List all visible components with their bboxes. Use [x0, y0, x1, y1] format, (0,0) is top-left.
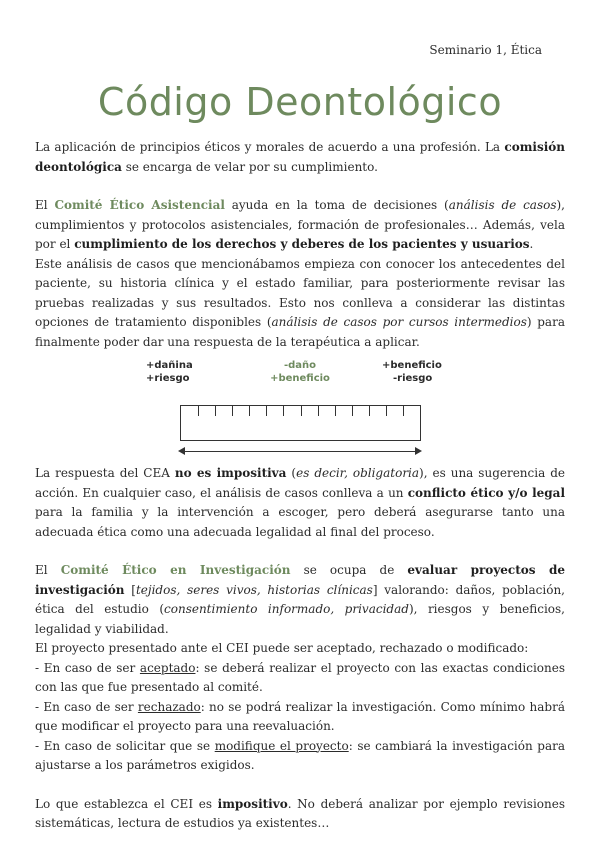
- response-italic: es decir, obligatoria: [296, 466, 420, 480]
- scale-mid-label-1: -daño: [283, 360, 317, 371]
- intro-paragraph: [35, 138, 565, 177]
- cea-bold: cumplimiento de los derechos y deberes de los pacientes y usuarios: [74, 237, 530, 251]
- scale-tick: [352, 406, 353, 416]
- seminar-label: Seminario 1, Ética: [429, 43, 542, 57]
- intro-text: La aplicación de principios éticos y morales de acuerdo a una profesión. La: [35, 140, 505, 154]
- list-item-text: : se cambiará la investigación para ajustarse a los parámetros exigidos.: [35, 738, 566, 772]
- list-item-underlined: aceptado: [139, 660, 196, 675]
- scale-tick: [335, 406, 336, 416]
- list-item-text: : no se podrá realizar la investigación. Como mínimo habrá que modificar el proyecto para una reevaluación.: [35, 699, 565, 733]
- cei-text-3: [: [124, 582, 136, 597]
- cea-text-3: ), cumplimientos y protocolos asistenciales, formación de profesionales… Además, vela por el: [35, 198, 565, 251]
- cea-text: El: [35, 198, 55, 212]
- scale-tick: [232, 406, 233, 416]
- scale-left-label-2: +riesgo: [146, 373, 190, 384]
- list-item-prefix: - En caso de ser: [35, 660, 140, 675]
- analysis-italic: análisis de casos por cursos intermedios: [271, 315, 527, 329]
- cei-text-5: ), riesgos y beneficios, legalidad y viabilidad.: [35, 602, 565, 636]
- response-text: La respuesta del CEA: [35, 466, 175, 480]
- scale-right-label-1: +beneficio: [382, 360, 442, 371]
- response-bold-2: conflicto ético y/o legal: [407, 485, 566, 500]
- scale-tick: [369, 406, 370, 416]
- cea-text-4: .: [529, 237, 534, 251]
- analysis-text-2: ) para finalmente poder dar una respuesta de la terapéutica a aplicar.: [35, 315, 565, 349]
- conclusion-paragraph: [35, 795, 565, 834]
- document-body: [35, 138, 565, 834]
- response-text-3: ), es una sugerencia de acción. En cualquier caso, el análisis de casos conlleva a un: [35, 466, 565, 500]
- scale-tick: [249, 406, 250, 416]
- cea-name: Comité Ético Asistencial: [54, 198, 225, 212]
- cei-name: Comité Ético en Investigación: [60, 563, 291, 577]
- scale-ruler: [180, 405, 421, 441]
- cei-text-2: se ocupa de: [290, 563, 408, 577]
- decision-scale-diagram: [35, 352, 565, 452]
- scale-tick: [215, 406, 216, 416]
- page-title: Código Deontológico: [97, 80, 503, 124]
- conclusion-text: Lo que establezca el CEI es: [35, 796, 218, 811]
- response-text-2: (: [286, 466, 297, 480]
- conclusion-bold: impositivo: [217, 796, 288, 811]
- arrow-right-icon: [415, 447, 422, 455]
- list-item-prefix: - En caso de solicitar que se: [35, 738, 215, 753]
- response-bold: no es impositiva: [174, 466, 287, 480]
- conclusion-text-2: . No deberá analizar por ejemplo revisiones sistemáticas, lectura de estudios ya existentes…: [35, 796, 565, 830]
- list-item: [35, 698, 565, 737]
- list-item-text: : se deberá realizar el proyecto con las exactas condiciones con las que fue presentado al comité.: [35, 660, 566, 694]
- cei-bold: evaluar proyectos de investigación: [35, 563, 566, 597]
- cea-italic: análisis de casos: [448, 198, 557, 212]
- scale-arrow-line: [180, 451, 420, 452]
- scale-tick: [403, 406, 404, 416]
- scale-right-label-2: -riesgo: [393, 373, 433, 384]
- intro-bold: comisión deontológica: [35, 140, 565, 174]
- scale-mid-label-2: +beneficio: [270, 373, 330, 384]
- response-text-4: para la familia y la intervención a escoger, pero deberá asegurarse tanto una adecuada ética como una adecuada legalidad al final del proceso.: [35, 505, 565, 539]
- list-item-underlined: modifique el proyecto: [214, 738, 349, 753]
- analysis-text: Este análisis de casos que mencionábamos empieza con conocer los antecedentes del paciente, su historia clínica y el estado familiar, para posteriormente revisar las pruebas realizadas y sus resultados. Esto nos conlleva a considerar las distintas opciones de tratamiento disponibles (: [35, 256, 565, 329]
- scale-tick: [301, 406, 302, 416]
- analysis-paragraph: [35, 255, 565, 353]
- cea-response-paragraph: [35, 464, 565, 542]
- cea-paragraph: [35, 196, 565, 255]
- cei-italic-2: consentimiento informado, privacidad: [164, 602, 409, 616]
- cei-italic: tejidos, seres vivos, historias clínicas: [135, 582, 373, 597]
- cei-text-4: ] valorando: daños, población, ética del estudio (: [35, 582, 565, 616]
- scale-left-label-1: +dañina: [146, 360, 193, 371]
- cei-paragraph: [35, 561, 565, 639]
- list-item: [35, 737, 565, 776]
- cea-text-2: ayuda en la toma de decisiones (: [224, 198, 449, 212]
- scale-tick: [283, 406, 284, 416]
- list-item-prefix: - En caso de ser: [35, 699, 138, 714]
- intro-text-end: se encarga de velar por su cumplimiento.: [121, 159, 378, 174]
- scale-tick: [386, 406, 387, 416]
- cei-text: El: [35, 563, 61, 577]
- scale-tick: [318, 406, 319, 416]
- list-item: [35, 659, 565, 698]
- scale-tick: [266, 406, 267, 416]
- project-paragraph: El proyecto presentado ante el CEI puede ser aceptado, rechazado o modificado:: [35, 641, 529, 655]
- list-item-underlined: rechazado: [137, 699, 201, 714]
- scale-tick: [198, 406, 199, 416]
